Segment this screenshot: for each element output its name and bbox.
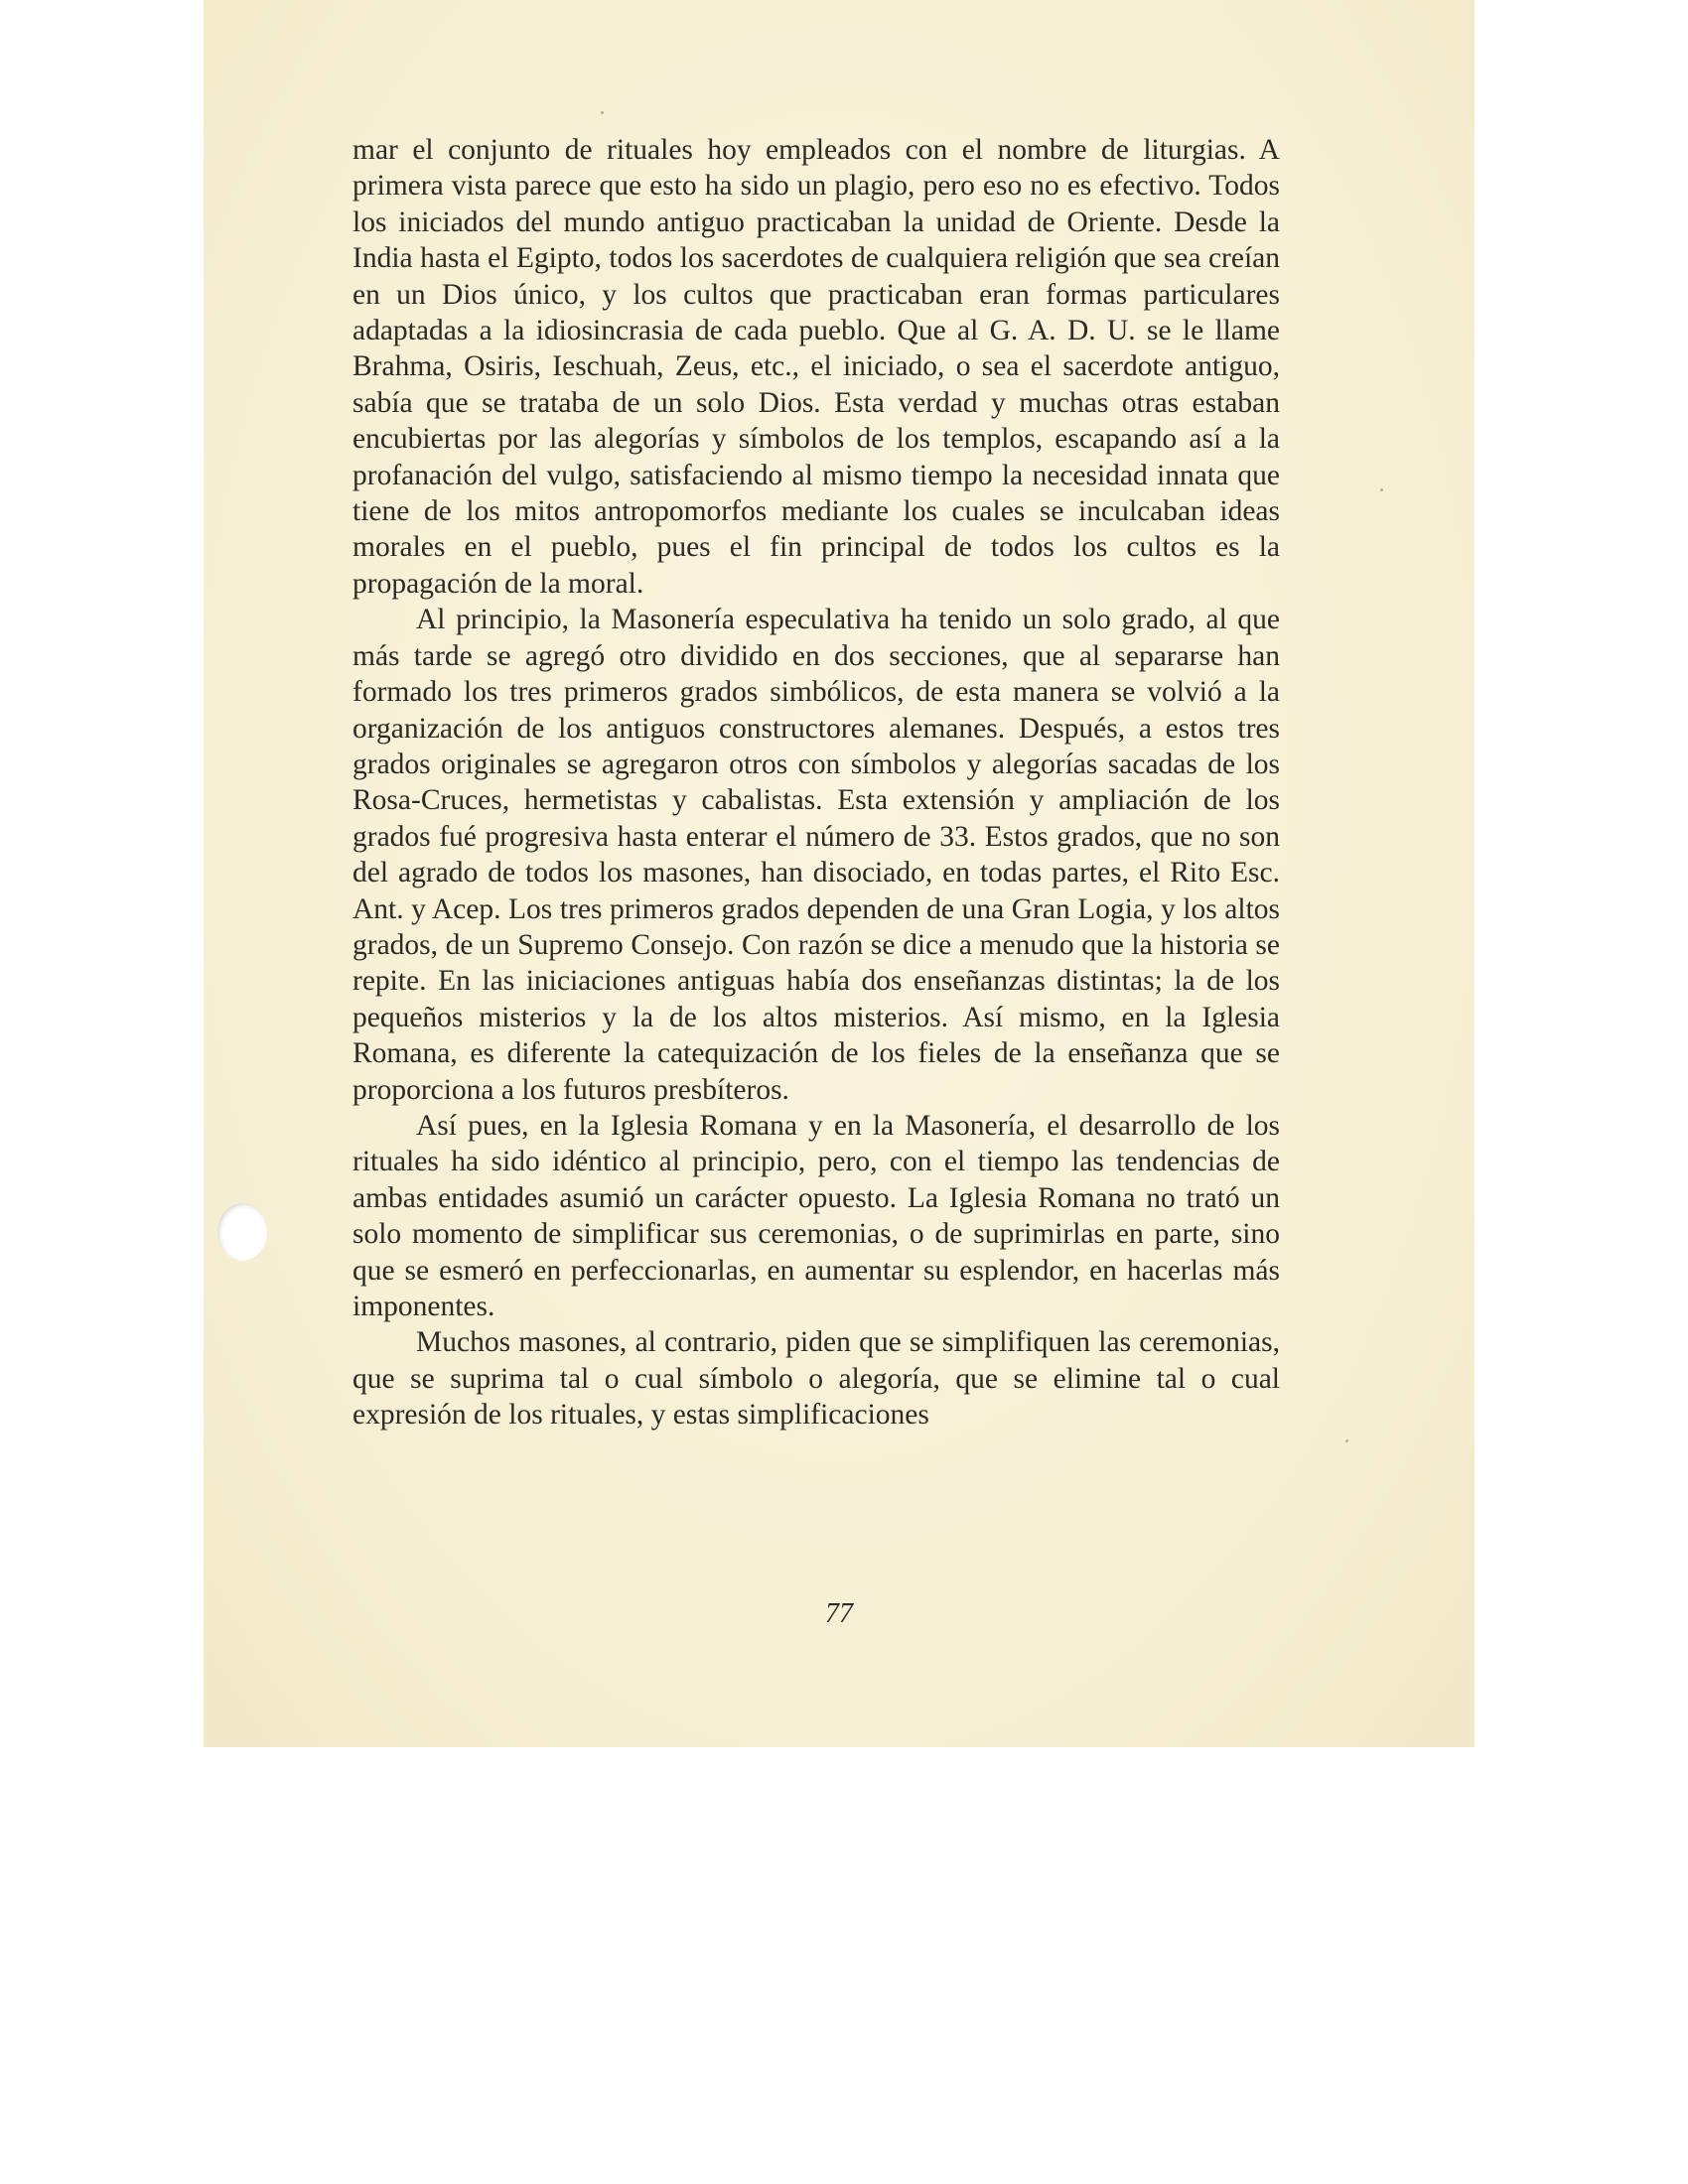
paragraph: Al principio, la Masonería especulativa ha tenido un solo grado, al que más tarde se agregó otro dividido en dos secciones, que al separarse han formado los tres primeros grados simbólicos, de esta manera se volvió a la organización de los antiguos constructores alemanes. Después, a estos tres grados originales se agregaron otros con símbolos y alegorías sacadas de los Rosa-Cruces, hermetistas y cabalistas. Esta extensión y ampliación de los grados fué progresiva hasta enterar el número de 33. Estos grados, que no son del agrado de todos los masones, han disociado, en todas partes, el Rito Esc. Ant. y Acep. Los tres primeros grados dependen de una Gran Logia, y los altos grados, de un Supremo Consejo. Con razón se dice a menudo que la historia se repite. En las iniciaciones antiguas había dos enseñanzas distintas; la de los pequeños misterios y la de los altos misterios. Así mismo, en la Iglesia Romana, es diferente la catequización de los fieles de la enseñanza que se proporciona a los futuros presbíteros. <box>352 604 1280 1106</box>
paragraph: mar el conjunto de rituales hoy empleados con el nombre de liturgias. A primera vista parece que esto ha sido un plagio, pero eso no es efectivo. Todos los iniciados del mundo antiguo practicaban la unidad de Oriente. Desde la India hasta el Egipto, todos los sacerdotes de cualquiera religión que sea creían en un Dios único, y los cultos que practicaban eran formas particulares adaptadas a la idiosincrasia de cada pueblo. Que al G. A. D. U. se le llame Brahma, Osiris, Ieschuah, Zeus, etc., el iniciado, o sea el sacerdote antiguo, sabía que se trataba de un solo Dios. Esta verdad y muchas otras estaban encubiertas por las alegorías y símbolos de los templos, escapando así a la profanación del vulgo, satisfaciendo al mismo tiempo la necesidad innata que tiene de los mitos antropomorfos mediante los cuales se inculcaban ideas morales en el pueblo, pues el fin principal de todos los cultos es la propagación de la moral. <box>352 134 1280 600</box>
punch-hole <box>217 1203 267 1261</box>
body-text <box>352 132 1280 1433</box>
paragraph: Así pues, en la Iglesia Romana y en la Masonería, el desarrollo de los rituales ha sido idéntico al principio, pero, con el tiempo las tendencias de ambas entidades asumió un carácter opuesto. La Iglesia Romana no trató un solo momento de simplificar sus ceremonias, o de suprimirlas en parte, sino que se esmeró en perfeccionarlas, en aumentar su esplendor, en hacerlas más imponentes. <box>352 1109 1280 1322</box>
page-number: 77 <box>825 1598 853 1629</box>
scanned-page <box>204 0 1475 1747</box>
paper-speck <box>1380 488 1383 491</box>
paper-speck <box>601 111 604 114</box>
paragraph: Muchos masones, al contrario, piden que se simplifiquen las ceremonias, que se suprima tal o cual símbolo o alegoría, que se elimine tal o cual expresión de los rituales, y estas simplificaciones <box>352 1326 1280 1432</box>
paper-speck <box>1345 1439 1348 1442</box>
